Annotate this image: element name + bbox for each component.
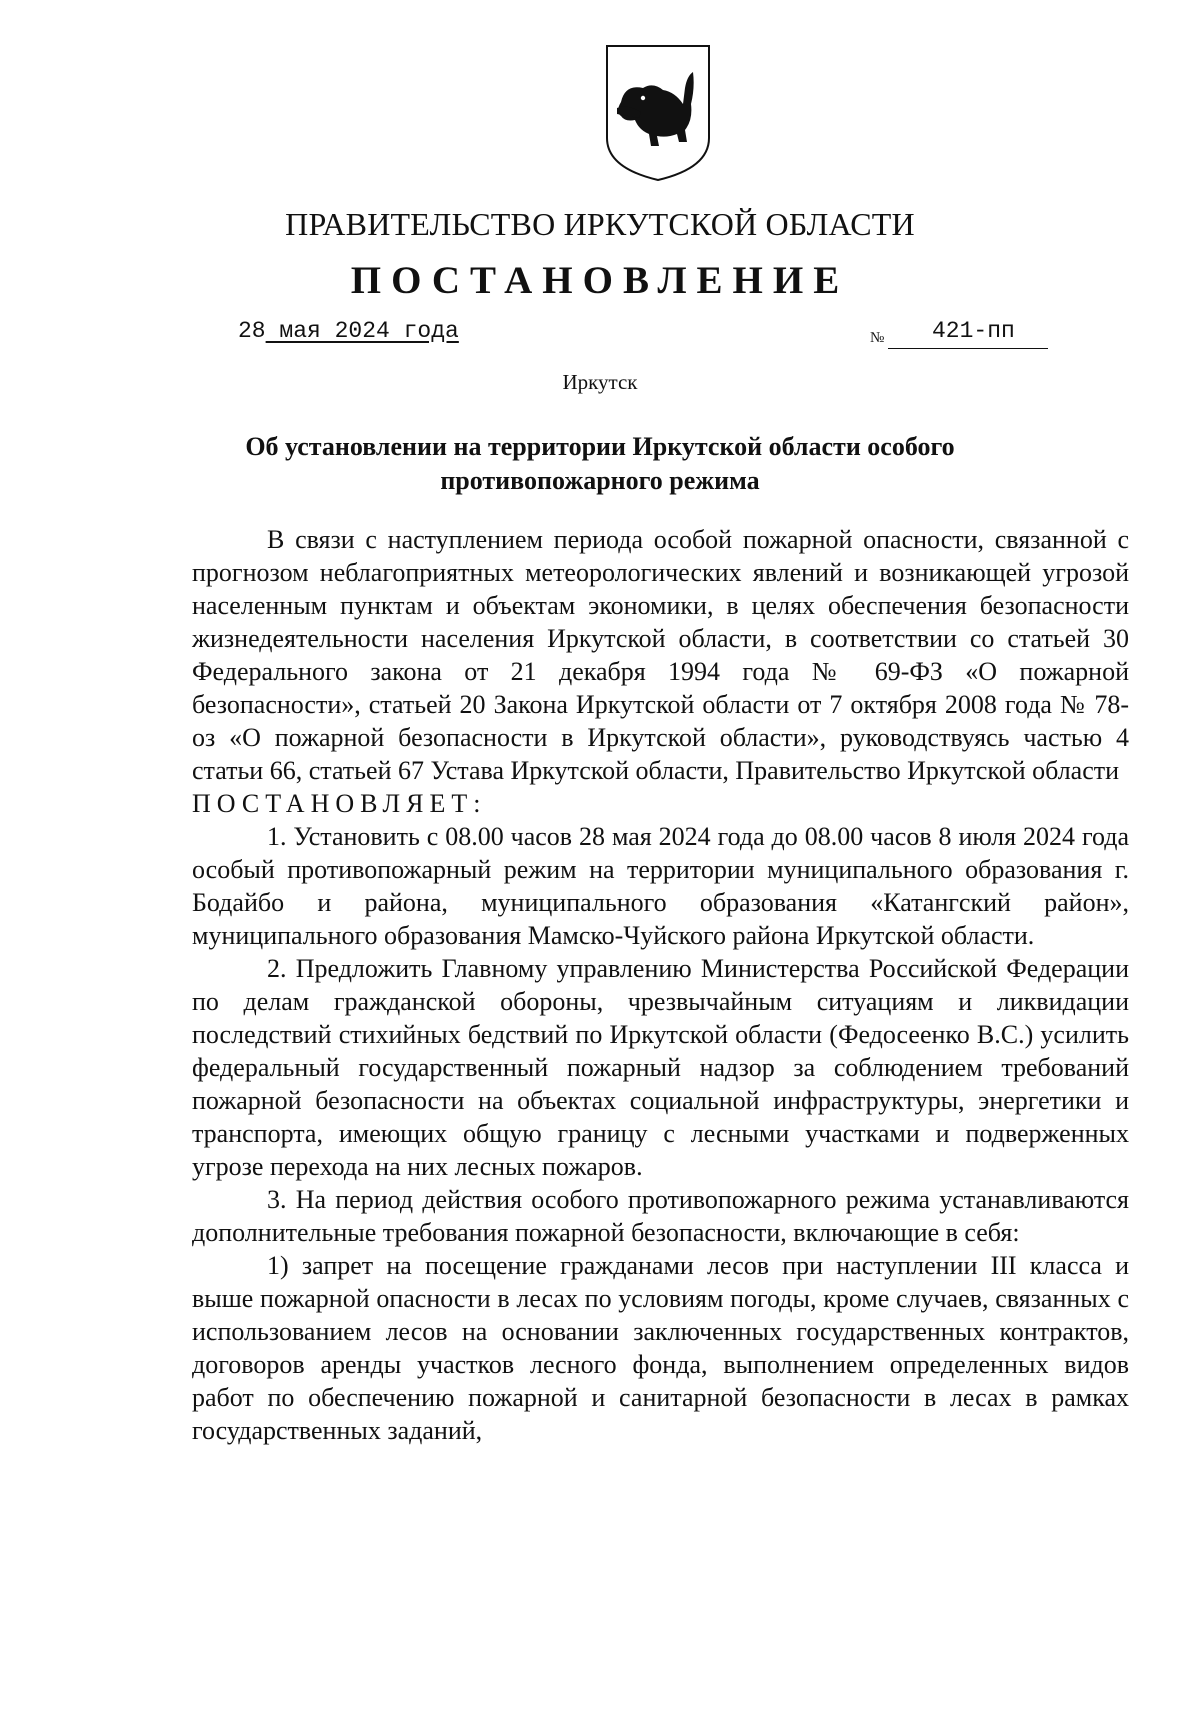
clause-1-paragraph: 1. Установить с 08.00 часов 28 мая 2024 года до 08.00 часов 8 июля 2024 года особый противопожарный режим на территории муниципального образования г. Бодайбо и района, муниципального образования «Катангский район», муниципального образования Мамско-Чуйского района Иркутской области.: [192, 822, 1129, 950]
number-underline: [888, 348, 1048, 349]
preamble-paragraph: В связи с наступлением периода особой пожарной опасности, связанной с прогнозом неблагоприятных метеорологических явлений и возникающей угрозой населенным пунктам и объектам экономики, в целях обеспечения безопасности жизнедеятельности населения Иркутской области, в соответствии со статьей 30 Федерального закона от 21 декабря 1994 года № 69-ФЗ «О пожарной безопасности», статьей 20 Закона Иркутской области от 7 октября 2008 года № 78-оз «О пожарной безопасности в Иркутской области», руководствуясь частью 4 статьи 66, статьей 67 Устава Иркутской области, Правительство Иркутской области: [192, 525, 1129, 785]
subject-line-2: противопожарного режима: [440, 466, 760, 495]
resolves-heading: ПОСТАНОВЛЯЕТ:: [192, 789, 487, 818]
date-month-year: мая 2024 года: [265, 318, 459, 344]
coat-of-arms-emblem: [601, 42, 715, 184]
clause-2-paragraph: 2. Предложить Главному управлению Министерства Российской Федерации по делам гражданской обороны, чрезвычайным ситуациям и ликвидации последствий стихийных бедствий по Иркутской области (Федосеенко В.С.) усилить федеральный государственный пожарный надзор за соблюдением требований пожарной безопасности на объектах социальной инфраструктуры, энергетики и транспорта, имеющих общую границу с лесными участками и подверженных угрозе перехода на них лесных пожаров.: [192, 954, 1129, 1181]
document-date: [238, 318, 459, 344]
document-subject: [180, 430, 1020, 498]
date-day: 28: [238, 318, 266, 344]
document-type-title: ПОСТАНОВЛЕНИЕ: [350, 259, 850, 302]
subject-line-1: Об установлении на территории Иркутской области особого: [245, 432, 955, 461]
document-body: [192, 523, 1129, 1447]
clause-3-1-paragraph: 1) запрет на посещение гражданами лесов при наступлении III класса и выше пожарной опасности в лесах по условиям погоды, кроме случаев, связанных с использованием лесов на основании заключенных государственных контрактов, договоров аренды участков лесного фонда, выполнением определенных видов работ по обеспечению пожарной и санитарной безопасности в лесах в рамках государственных заданий,: [192, 1251, 1129, 1445]
city-name: Иркутск: [562, 370, 638, 394]
government-name: ПРАВИТЕЛЬСТВО ИРКУТСКОЙ ОБЛАСТИ: [285, 206, 915, 242]
clause-3-paragraph: 3. На период действия особого противопожарного режима устанавливаются дополнительные требования пожарной безопасности, включающие в себя:: [192, 1185, 1129, 1247]
document-number: 421-пп: [932, 318, 1015, 344]
number-sign: №: [870, 330, 885, 346]
